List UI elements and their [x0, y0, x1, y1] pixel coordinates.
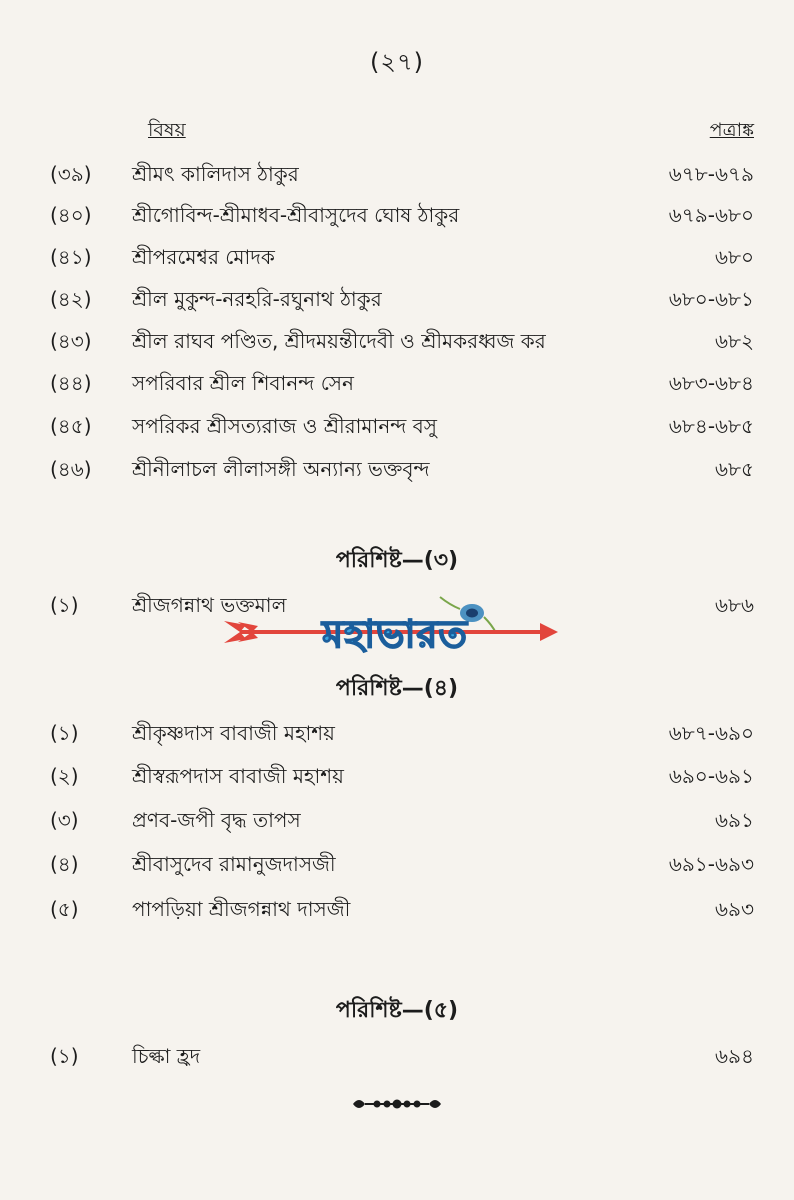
watermark-text: মহাভারত [322, 612, 468, 656]
entry-pages: ৬৮৬ [715, 593, 754, 617]
entry-number: (৫) [50, 897, 79, 921]
entry-number: (১) [50, 593, 79, 617]
toc-row [50, 717, 754, 751]
entry-number: (১) [50, 1044, 79, 1068]
entry-number: (৩) [50, 808, 79, 832]
entry-number: (১) [50, 721, 79, 745]
appendix-3-heading: পরিশিষ্ট—(৩) [335, 548, 459, 573]
floral-divider-icon [347, 1094, 447, 1114]
entry-title: সপরিকর শ্রীসত্যরাজ ও শ্রীরামানন্দ বসু [132, 414, 438, 438]
toc-row [50, 453, 754, 487]
column-headers [148, 116, 754, 150]
entry-number: (৪১) [50, 245, 92, 269]
entry-pages: ৬৭৯-৬৮০ [668, 203, 754, 227]
entry-number: (৪) [50, 852, 79, 876]
entry-pages: ৬৮০ [715, 245, 754, 269]
entry-pages: ৬৮৩-৬৮৪ [668, 371, 754, 395]
toc-row [50, 283, 754, 317]
toc-row [50, 760, 754, 794]
entry-number: (৪০) [50, 203, 92, 227]
entry-number: (৩৯) [50, 162, 92, 186]
entry-title: প্রণব-জপী বৃদ্ধ তাপস [132, 808, 301, 832]
appendix-4-heading: পরিশিষ্ট—(৪) [335, 676, 459, 701]
page-number: (২৭) [370, 48, 424, 76]
entry-pages: ৬৯৩ [715, 897, 754, 921]
toc-row [50, 804, 754, 838]
entry-number: (৪৪) [50, 371, 92, 395]
entry-title: শ্রীস্বরূপদাস বাবাজী মহাশয় [132, 764, 344, 788]
entry-pages: ৬৮০-৬৮১ [668, 287, 754, 311]
entry-pages: ৬৮৫ [715, 457, 754, 481]
entry-title: শ্রীকৃষ্ণদাস বাবাজী মহাশয় [132, 721, 335, 745]
entry-title: শ্রীবাসুদেব রামানুজদাসজী [132, 852, 336, 876]
entry-title: শ্রীমৎ কালিদাস ঠাকুর [132, 162, 299, 186]
entry-title: সপরিবার শ্রীল শিবানন্দ সেন [132, 371, 354, 395]
entry-number: (২) [50, 764, 79, 788]
entry-number: (৪৬) [50, 457, 92, 481]
column-header-subject: বিষয় [148, 119, 186, 141]
entry-title: শ্রীল রাঘব পণ্ডিত, শ্রীদময়ন্তীদেবী ও শ্রীমকরধ্বজ কর [132, 329, 546, 353]
toc-row [50, 410, 754, 444]
entry-number: (৪৩) [50, 329, 92, 353]
entry-pages: ৬৯০-৬৯১ [668, 764, 754, 788]
entry-pages: ৬৯১-৬৯৩ [668, 852, 754, 876]
toc-row [50, 893, 754, 927]
entry-pages: ৬৮৭-৬৯০ [668, 721, 754, 745]
toc-row [50, 848, 754, 882]
appendix-5-heading: পরিশিষ্ট—(৫) [335, 998, 459, 1023]
entry-pages: ৬৯৪ [715, 1044, 754, 1068]
entry-title: শ্রীল মুকুন্দ-নরহরি-রঘুনাথ ঠাকুর [132, 287, 382, 311]
toc-row [50, 325, 754, 359]
toc-row [50, 1040, 754, 1074]
toc-row [50, 241, 754, 275]
entry-number: (৪২) [50, 287, 92, 311]
entry-title: শ্রীপরমেশ্বর মোদক [132, 245, 275, 269]
column-header-pages: পত্রাঙ্ক [709, 119, 754, 141]
toc-row [50, 367, 754, 401]
entry-title: পাপড়িয়া শ্রীজগন্নাথ দাসজী [132, 897, 351, 921]
entry-title: শ্রীনীলাচল লীলাসঙ্গী অন্যান্য ভক্তবৃন্দ [132, 457, 430, 481]
entry-title: চিল্কা হ্রদ [132, 1044, 201, 1068]
toc-row [50, 158, 754, 192]
entry-number: (৪৫) [50, 414, 92, 438]
entry-pages: ৬৮২ [715, 329, 754, 353]
entry-title: শ্রীগোবিন্দ-শ্রীমাধব-শ্রীবাসুদেব ঘোষ ঠাকুর [132, 203, 460, 227]
entry-title: শ্রীজগন্নাথ ভক্তমাল [132, 593, 287, 617]
entry-pages: ৬৮৪-৬৮৫ [668, 414, 754, 438]
toc-row [50, 199, 754, 233]
entry-pages: ৬৯১ [715, 808, 754, 832]
entry-pages: ৬৭৮-৬৭৯ [668, 162, 754, 186]
